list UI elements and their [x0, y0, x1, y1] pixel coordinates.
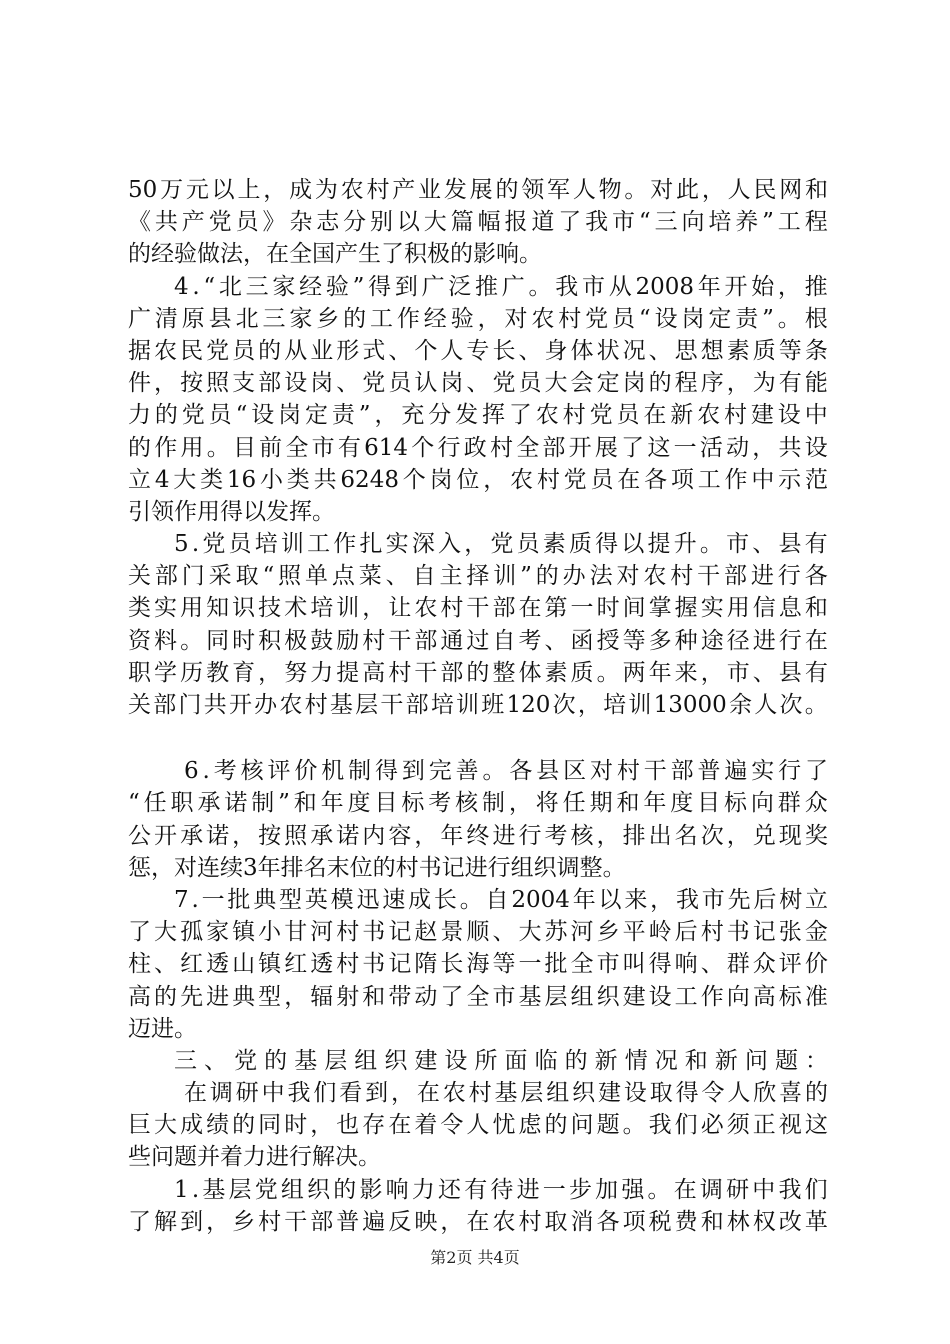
text-line: 巨 大 成 绩 的 同 时 ， 也 存 在 着 令 人 忧 虑 的 问 题 。 我 们 必 须 正 视 这 [128, 1112, 828, 1139]
text-line: 柱 、 红 透 山 镇 红 透 村 书 记 隋 长 海 等 一 批 全 市 叫 得 响 、 群 众 评 价 [128, 951, 828, 978]
text-line: “ 任 职 承 诺 制 ” 和 年 度 目 标 考 核 制 ， 将 任 期 和 年 度 目 标 向 群 众 [128, 790, 828, 817]
text-line: 了 解 到 ， 乡 村 干 部 普 遍 反 映 ， 在 农 村 取 消 各 项 税 费 和 林 权 改 革 [128, 1208, 828, 1235]
text-line: 引领作用得以发挥。 [128, 498, 335, 525]
text-line: 件 ， 按 照 支 部 设 岗 、 党 员 认 岗 、 党 员 大 会 定 岗 的 程 序 ， 为 有 能 [128, 370, 828, 397]
text-line: 三 、 党 的 基 层 组 织 建 设 所 面 临 的 新 情 况 和 新 问 题 ： [174, 1047, 828, 1074]
text-line: 据 农 民 党 员 的 从 业 形 式 、 个 人 专 长 、 身 体 状 况 、 思 想 素 质 等 条 [128, 337, 828, 364]
text-line: 4 . “ 北 三 家 经 验 ” 得 到 广 泛 推 广 。 我 市 从 2008 年 开 始 ， 推 [174, 273, 828, 300]
text-line: 立 4 大 类 16 小 类 共 6248 个 岗 位 ， 农 村 党 员 在 各 项 工 作 中 示 范 [128, 466, 828, 493]
text-line: 力 的 党 员 “ 设 岗 定 责 ” ， 充 分 发 挥 了 农 村 党 员 在 新 农 村 建 设 中 [128, 402, 828, 429]
text-line: 广 清 原 县 北 三 家 乡 的 工 作 经 验 ， 对 农 村 党 员 “ 设 岗 定 责 ” 。 根 [128, 305, 828, 332]
text-line: 了 大 孤 家 镇 小 甘 河 村 书 记 赵 景 顺 、 大 苏 河 乡 平 岭 后 村 书 记 张 金 [128, 919, 828, 946]
text-line: 些问题并着力进行解决。 [128, 1144, 381, 1171]
text-line: 资 料 。 同 时 积 极 鼓 励 村 干 部 通 过 自 考 、 函 授 等 多 种 途 径 进 行 在 [128, 627, 828, 654]
text-line: 5 . 党 员 培 训 工 作 扎 实 深 入 ， 党 员 素 质 得 以 提 升 。 市 、 县 有 [174, 531, 828, 558]
text-line: 关 部 门 共 开 办 农 村 基 层 干 部 培 训 班 120 次 ， 培 训 13000 余 人 次 。 [128, 692, 828, 718]
text-line: 的经验做法，在全国产生了积极的影响。 [128, 241, 542, 268]
text-line: 职 学 历 教 育 ， 努 力 提 高 村 干 部 的 整 体 素 质 。 两 年 来 ， 市 、 县 有 [128, 659, 828, 686]
document-body [128, 174, 828, 1238]
text-line: 7 . 一 批 典 型 英 模 迅 速 成 长 。 自 2004 年 以 来 ， 我 市 先 后 树 立 [174, 886, 828, 913]
text-line: 高 的 先 进 典 型 ， 辐 射 和 带 动 了 全 市 基 层 组 织 建 设 工 作 向 高 标 准 [128, 983, 828, 1010]
text-line: 在 调 研 中 我 们 看 到 ， 在 农 村 基 层 组 织 建 设 取 得 令 人 欣 喜 的 [184, 1080, 828, 1107]
text-line: 迈进。 [128, 1015, 197, 1042]
text-line: 50 万 元 以 上 ， 成 为 农 村 产 业 发 展 的 领 军 人 物 。 对 此 ， 人 民 网 和 [128, 177, 828, 203]
text-line [128, 721, 828, 755]
page-footer: 第2页 共4页 [430, 1248, 520, 1267]
text-line: 《 共 产 党 员 》 杂 志 分 别 以 大 篇 幅 报 道 了 我 市 “ 三 向 培 养 ” 工 程 [128, 209, 828, 236]
text-line: 惩，对连续3年排名末位的村书记进行组织调整。 [128, 854, 626, 881]
text-line: 类 实 用 知 识 技 术 培 训 ， 让 农 村 干 部 在 第 一 时 间 掌 握 实 用 信 息 和 [128, 595, 828, 622]
text-line: 的 作 用 。 目 前 全 市 有 614 个 行 政 村 全 部 开 展 了 这 一 活 动 ， 共 设 [128, 434, 828, 461]
text-line: 公 开 承 诺 ， 按 照 承 诺 内 容 ， 年 终 进 行 考 核 ， 排 出 名 次 ， 兑 现 奖 [128, 822, 828, 849]
text-line: 1 . 基 层 党 组 织 的 影 响 力 还 有 待 进 一 步 加 强 。 在 调 研 中 我 们 [174, 1176, 828, 1203]
text-line: 关 部 门 采 取 “ 照 单 点 菜 、 自 主 择 训 ” 的 办 法 对 农 村 干 部 进 行 各 [128, 563, 828, 590]
text-line: 6 . 考 核 评 价 机 制 得 到 完 善 。 各 县 区 对 村 干 部 普 遍 实 行 了 [184, 758, 828, 785]
